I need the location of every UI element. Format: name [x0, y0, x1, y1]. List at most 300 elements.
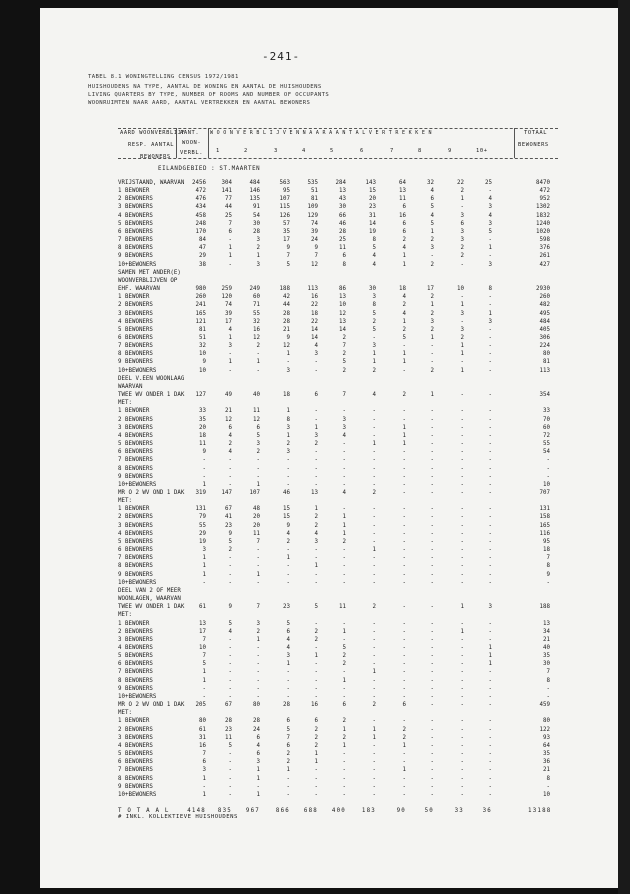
cell-value: 8 [372, 302, 376, 308]
col-header-woon: WOON- [182, 140, 202, 146]
table-row [118, 686, 558, 694]
cell-value: 11 [253, 531, 260, 537]
cell-value: 24 [311, 237, 318, 243]
cell-value: - [546, 457, 550, 463]
table-row [118, 319, 558, 327]
cell-value: 2 [372, 490, 376, 496]
cell-value: - [430, 792, 434, 798]
cell-value: 1 [460, 302, 464, 308]
cell-value: 34 [543, 629, 550, 635]
cell-value: 1 [314, 759, 318, 765]
cell-value: 2 [314, 523, 318, 529]
cell-value: 8 [372, 237, 376, 243]
cell-value: 13 [311, 490, 318, 496]
cell-value: - [430, 572, 434, 578]
cell-value: - [372, 759, 376, 765]
cell-value: - [430, 351, 434, 357]
cell-value: 3 [286, 449, 290, 455]
cell-value: 866 [275, 808, 290, 814]
cell-value: 427 [539, 262, 550, 268]
cell-value: 1 [342, 678, 346, 684]
cell-value: - [314, 547, 318, 553]
cell-value: - [314, 621, 318, 627]
cell-value: - [460, 359, 464, 365]
cell-value: - [488, 669, 492, 675]
row-label: WOONLAGEN, WAARVAN [118, 596, 181, 602]
cell-value: 6 [342, 702, 346, 708]
row-label: 5 BEWONERS [118, 221, 153, 227]
cell-value: 1 [488, 661, 492, 667]
table-title-line: TABEL 8.1 WONINGTELLING CENSUS 1972/1981 [88, 74, 239, 80]
cell-value: 8 [342, 262, 346, 268]
cell-value: 6 [256, 425, 260, 431]
cell-value: 10 [543, 792, 550, 798]
cell-value: - [286, 678, 290, 684]
cell-value: - [372, 572, 376, 578]
cell-value: - [430, 474, 434, 480]
page-number: -241- [262, 50, 301, 63]
cell-value: 70 [543, 417, 550, 423]
cell-value: - [402, 629, 406, 635]
cell-value: - [430, 547, 434, 553]
cell-value: 93 [543, 735, 550, 741]
cell-value: 1 [402, 351, 406, 357]
cell-value: - [402, 694, 406, 700]
cell-value: 1 [430, 302, 434, 308]
cell-value: - [372, 466, 376, 472]
cell-value: 5 [342, 645, 346, 651]
cell-value: - [488, 563, 492, 569]
cell-value: - [314, 555, 318, 561]
cell-value: 2 [402, 735, 406, 741]
cell-value: - [402, 482, 406, 488]
cell-value: - [488, 580, 492, 586]
cell-value: 2 [342, 661, 346, 667]
cell-value: 8 [488, 286, 492, 292]
cell-value: - [430, 694, 434, 700]
cell-value: - [430, 718, 434, 724]
table-row [118, 408, 558, 416]
table-row [118, 612, 558, 620]
table-row [118, 376, 558, 384]
row-label: 4 BEWONERS [118, 319, 153, 325]
header-divider [208, 128, 209, 158]
cell-value: - [460, 490, 464, 496]
cell-value: 2 [342, 368, 346, 374]
cell-value: 5 [228, 743, 232, 749]
cell-value: 1 [314, 425, 318, 431]
cell-value: 2 [314, 514, 318, 520]
cell-value: 1 [372, 735, 376, 741]
cell-value: 127 [195, 392, 206, 398]
cell-value: 7 [342, 343, 346, 349]
cell-value: - [402, 490, 406, 496]
cell-value: - [286, 482, 290, 488]
cell-value: 4 [430, 213, 434, 219]
row-label: 8 BEWONERS [118, 351, 153, 357]
cell-value: 1 [372, 669, 376, 675]
cell-value: 4 [430, 188, 434, 194]
cell-value: - [256, 678, 260, 684]
cell-value: - [342, 506, 346, 512]
row-label: 10+BEWONERS [118, 368, 157, 374]
cell-value: - [430, 759, 434, 765]
cell-value: - [314, 449, 318, 455]
cell-value: 131 [539, 506, 550, 512]
cell-value: 2 [286, 441, 290, 447]
cell-value: 3 [286, 653, 290, 659]
cell-value: 141 [221, 188, 232, 194]
cell-value: 3 [314, 539, 318, 545]
cell-value: 2 [256, 629, 260, 635]
cell-value: 598 [539, 237, 550, 243]
cell-value: - [488, 417, 492, 423]
cell-value: 2 [314, 629, 318, 635]
cell-value: 30 [253, 221, 260, 227]
cell-value: - [488, 523, 492, 529]
cell-value: 22 [457, 180, 464, 186]
cell-value: 2 [460, 188, 464, 194]
cell-value: - [460, 547, 464, 553]
cell-value: 5 [286, 727, 290, 733]
cell-value: - [314, 776, 318, 782]
cell-value: 8 [286, 417, 290, 423]
cell-value: 3 [256, 441, 260, 447]
cell-value: 563 [279, 180, 290, 186]
cell-value: 2 [372, 319, 376, 325]
cell-value: 3 [460, 327, 464, 333]
cell-value: 44 [225, 204, 232, 210]
cell-value: 16 [199, 743, 206, 749]
cell-value: 19 [369, 229, 376, 235]
cell-value: - [402, 539, 406, 545]
cell-value: - [488, 343, 492, 349]
cell-value: 9 [202, 449, 206, 455]
cell-value: 11 [339, 604, 346, 610]
cell-value: 1832 [536, 213, 550, 219]
cell-value: 5 [228, 621, 232, 627]
cell-value: 3 [488, 319, 492, 325]
cell-value: 86 [339, 286, 346, 292]
cell-value: 16 [399, 213, 406, 219]
cell-value: - [460, 718, 464, 724]
cell-value: 115 [279, 204, 290, 210]
cell-value: - [228, 776, 232, 782]
table-row [118, 343, 558, 351]
cell-value: - [256, 784, 260, 790]
cell-value: 7 [314, 253, 318, 259]
row-label: 4 BEWONERS [118, 531, 153, 537]
cell-value: - [228, 563, 232, 569]
cell-value: - [488, 759, 492, 765]
cell-value: 6 [286, 718, 290, 724]
cell-value: 4 [228, 629, 232, 635]
cell-value: 77 [225, 196, 232, 202]
table-row [118, 759, 558, 767]
table-row [118, 718, 558, 726]
cell-value: - [372, 408, 376, 414]
cell-value: 3 [256, 621, 260, 627]
row-label: 2 BEWONERS [118, 514, 153, 520]
cell-value: 131 [195, 506, 206, 512]
row-label: TWEE WV ONDER 1 DAK [118, 392, 185, 398]
cell-value: 7 [286, 735, 290, 741]
cell-value: - [402, 555, 406, 561]
cell-value: - [402, 621, 406, 627]
cell-value: 21 [543, 637, 550, 643]
cell-value: - [488, 253, 492, 259]
cell-value: - [372, 751, 376, 757]
cell-value: - [286, 547, 290, 553]
cell-value: 60 [543, 425, 550, 431]
cell-value: 4 [228, 449, 232, 455]
cell-value: 241 [195, 302, 206, 308]
cell-value: 4 [228, 327, 232, 333]
cell-value: - [430, 523, 434, 529]
cell-value: - [314, 572, 318, 578]
cell-value: - [488, 466, 492, 472]
cell-value: 459 [539, 702, 550, 708]
cell-value: - [402, 604, 406, 610]
cell-value: 2 [402, 392, 406, 398]
table-row [118, 262, 558, 270]
cell-value: 2 [314, 727, 318, 733]
cell-value: 55 [543, 441, 550, 447]
cell-value: - [430, 776, 434, 782]
cell-value: - [256, 368, 260, 374]
cell-value: 12 [283, 343, 290, 349]
cell-value: 3 [342, 417, 346, 423]
cell-value: 13 [399, 188, 406, 194]
row-label: 7 BEWONERS [118, 669, 153, 675]
cell-value: - [342, 547, 346, 553]
cell-value: 71 [253, 302, 260, 308]
cell-value: - [314, 669, 318, 675]
cell-value: - [286, 466, 290, 472]
cell-value: - [460, 531, 464, 537]
cell-value: - [460, 743, 464, 749]
cell-value: - [488, 531, 492, 537]
table-row [118, 563, 558, 571]
cell-value: - [372, 531, 376, 537]
cell-value: - [228, 686, 232, 692]
cell-value: - [402, 776, 406, 782]
cell-value: - [546, 694, 550, 700]
footnote: # INKL. KOLLEKTIEVE HUISHOUDENS [118, 814, 238, 820]
col-header-bewoners: BEWONERS [140, 154, 171, 160]
cell-value: - [372, 637, 376, 643]
cell-value: 535 [307, 180, 318, 186]
cell-value: 20 [199, 425, 206, 431]
col-header-rooms-6: 6 [360, 148, 364, 154]
cell-value: 3 [372, 343, 376, 349]
cell-value: 354 [539, 392, 550, 398]
cell-value: - [228, 474, 232, 480]
row-label: MR O 2 WV OND 1 DAK [118, 702, 185, 708]
cell-value: 18 [311, 311, 318, 317]
cell-value: - [460, 767, 464, 773]
cell-value: 188 [539, 604, 550, 610]
cell-value: 35 [283, 229, 290, 235]
cell-value: 1 [488, 645, 492, 651]
table-row [118, 286, 558, 294]
cell-value: 3 [256, 262, 260, 268]
cell-value: 1 [256, 253, 260, 259]
cell-value: 40 [543, 645, 550, 651]
cell-value: 72 [543, 433, 550, 439]
cell-value: 158 [539, 514, 550, 520]
table-row [118, 466, 558, 474]
row-label: 7 BEWONERS [118, 767, 153, 773]
cell-value: 3 [372, 294, 376, 300]
cell-value: - [314, 694, 318, 700]
cell-value: - [460, 539, 464, 545]
cell-value: - [402, 343, 406, 349]
cell-value: - [256, 694, 260, 700]
cell-value: 1 [256, 572, 260, 578]
row-label: 10+BEWONERS [118, 694, 157, 700]
cell-value: - [488, 514, 492, 520]
cell-value: - [228, 759, 232, 765]
cell-value: 14 [311, 327, 318, 333]
table-row [118, 727, 558, 735]
row-label: 1 BEWONER [118, 718, 150, 724]
cell-value: - [228, 555, 232, 561]
cell-value: 143 [365, 180, 376, 186]
cell-value: 1 [202, 776, 206, 782]
cell-value: 3 [314, 351, 318, 357]
cell-value: 80 [543, 351, 550, 357]
row-label: 3 BEWONERS [118, 735, 153, 741]
cell-value: - [460, 417, 464, 423]
cell-value: 1 [342, 727, 346, 733]
cell-value: 7 [202, 653, 206, 659]
cell-value: - [202, 457, 206, 463]
cell-value: - [488, 629, 492, 635]
cell-value: 1 [202, 572, 206, 578]
cell-value: 19 [199, 539, 206, 545]
cell-value: 1 [402, 319, 406, 325]
cell-value: - [460, 702, 464, 708]
cell-value: 7 [342, 392, 346, 398]
cell-value: 1 [460, 368, 464, 374]
cell-value: 13 [339, 188, 346, 194]
cell-value: - [488, 490, 492, 496]
cell-value: - [228, 678, 232, 684]
cell-value: 1 [342, 514, 346, 520]
cell-value: 4 [314, 343, 318, 349]
row-label: TWEE WV ONDER 1 DAK [118, 604, 185, 610]
cell-value: 1 [228, 253, 232, 259]
table-row [118, 417, 558, 425]
cell-value: - [372, 694, 376, 700]
cell-value: 30 [339, 204, 346, 210]
row-label: DEEL VAN 2 OF MEER [118, 588, 181, 594]
cell-value: - [430, 637, 434, 643]
row-label: 2 BEWONERS [118, 417, 153, 423]
cell-value: - [460, 645, 464, 651]
cell-value: 284 [335, 180, 346, 186]
cell-value: 51 [311, 188, 318, 194]
header-rule-bottom [118, 158, 558, 159]
cell-value: - [372, 686, 376, 692]
cell-value: 1240 [536, 221, 550, 227]
cell-value: - [488, 572, 492, 578]
cell-value: - [488, 359, 492, 365]
cell-value: 74 [225, 302, 232, 308]
cell-value: 6 [430, 196, 434, 202]
cell-value: - [430, 686, 434, 692]
cell-value: 107 [279, 196, 290, 202]
cell-value: 1 [256, 482, 260, 488]
cell-value: 2 [430, 327, 434, 333]
cell-value: 10 [543, 482, 550, 488]
cell-value: 2 [228, 441, 232, 447]
cell-value: 80 [253, 702, 260, 708]
cell-value: 2456 [192, 180, 206, 186]
cell-value: 23 [283, 604, 290, 610]
cell-value: - [430, 408, 434, 414]
cell-value: 1 [202, 563, 206, 569]
table-row [118, 710, 558, 718]
cell-value: 9 [202, 359, 206, 365]
cell-value: - [430, 433, 434, 439]
cell-value: 4 [402, 245, 406, 251]
cell-value: - [460, 506, 464, 512]
cell-value: - [460, 262, 464, 268]
cell-value: 1 [314, 563, 318, 569]
row-label: 5 BEWONERS [118, 441, 153, 447]
cell-value: 8 [546, 678, 550, 684]
cell-value: 35 [199, 417, 206, 423]
cell-value: - [372, 457, 376, 463]
cell-value: 2 [402, 302, 406, 308]
cell-value: - [286, 474, 290, 480]
table-row [118, 539, 558, 547]
cell-value: 17 [283, 237, 290, 243]
table-row [118, 792, 558, 800]
cell-value: - [488, 368, 492, 374]
cell-value: - [488, 457, 492, 463]
cell-value: 165 [195, 311, 206, 317]
cell-value: 6 [314, 392, 318, 398]
cell-value: - [402, 474, 406, 480]
cell-value: - [460, 457, 464, 463]
cell-value: - [402, 514, 406, 520]
cell-value: - [402, 686, 406, 692]
cell-value: - [372, 718, 376, 724]
row-label: 9 BEWONERS [118, 474, 153, 480]
cell-value: 400 [331, 808, 346, 814]
cell-value: 1 [430, 229, 434, 235]
cell-value: 18 [399, 286, 406, 292]
cell-value: 3 [342, 425, 346, 431]
cell-value: - [256, 653, 260, 659]
cell-value: 7 [546, 669, 550, 675]
cell-value: 1 [460, 343, 464, 349]
cell-value: - [460, 474, 464, 480]
cell-value: 4 [342, 490, 346, 496]
cell-value: - [402, 792, 406, 798]
cell-value: 376 [539, 245, 550, 251]
cell-value: - [430, 743, 434, 749]
cell-value: 47 [199, 245, 206, 251]
row-label: 1 BEWONER [118, 294, 150, 300]
table-row [118, 482, 558, 490]
cell-value: 4 [314, 531, 318, 537]
cell-value: 126 [279, 213, 290, 219]
cell-value: - [430, 653, 434, 659]
